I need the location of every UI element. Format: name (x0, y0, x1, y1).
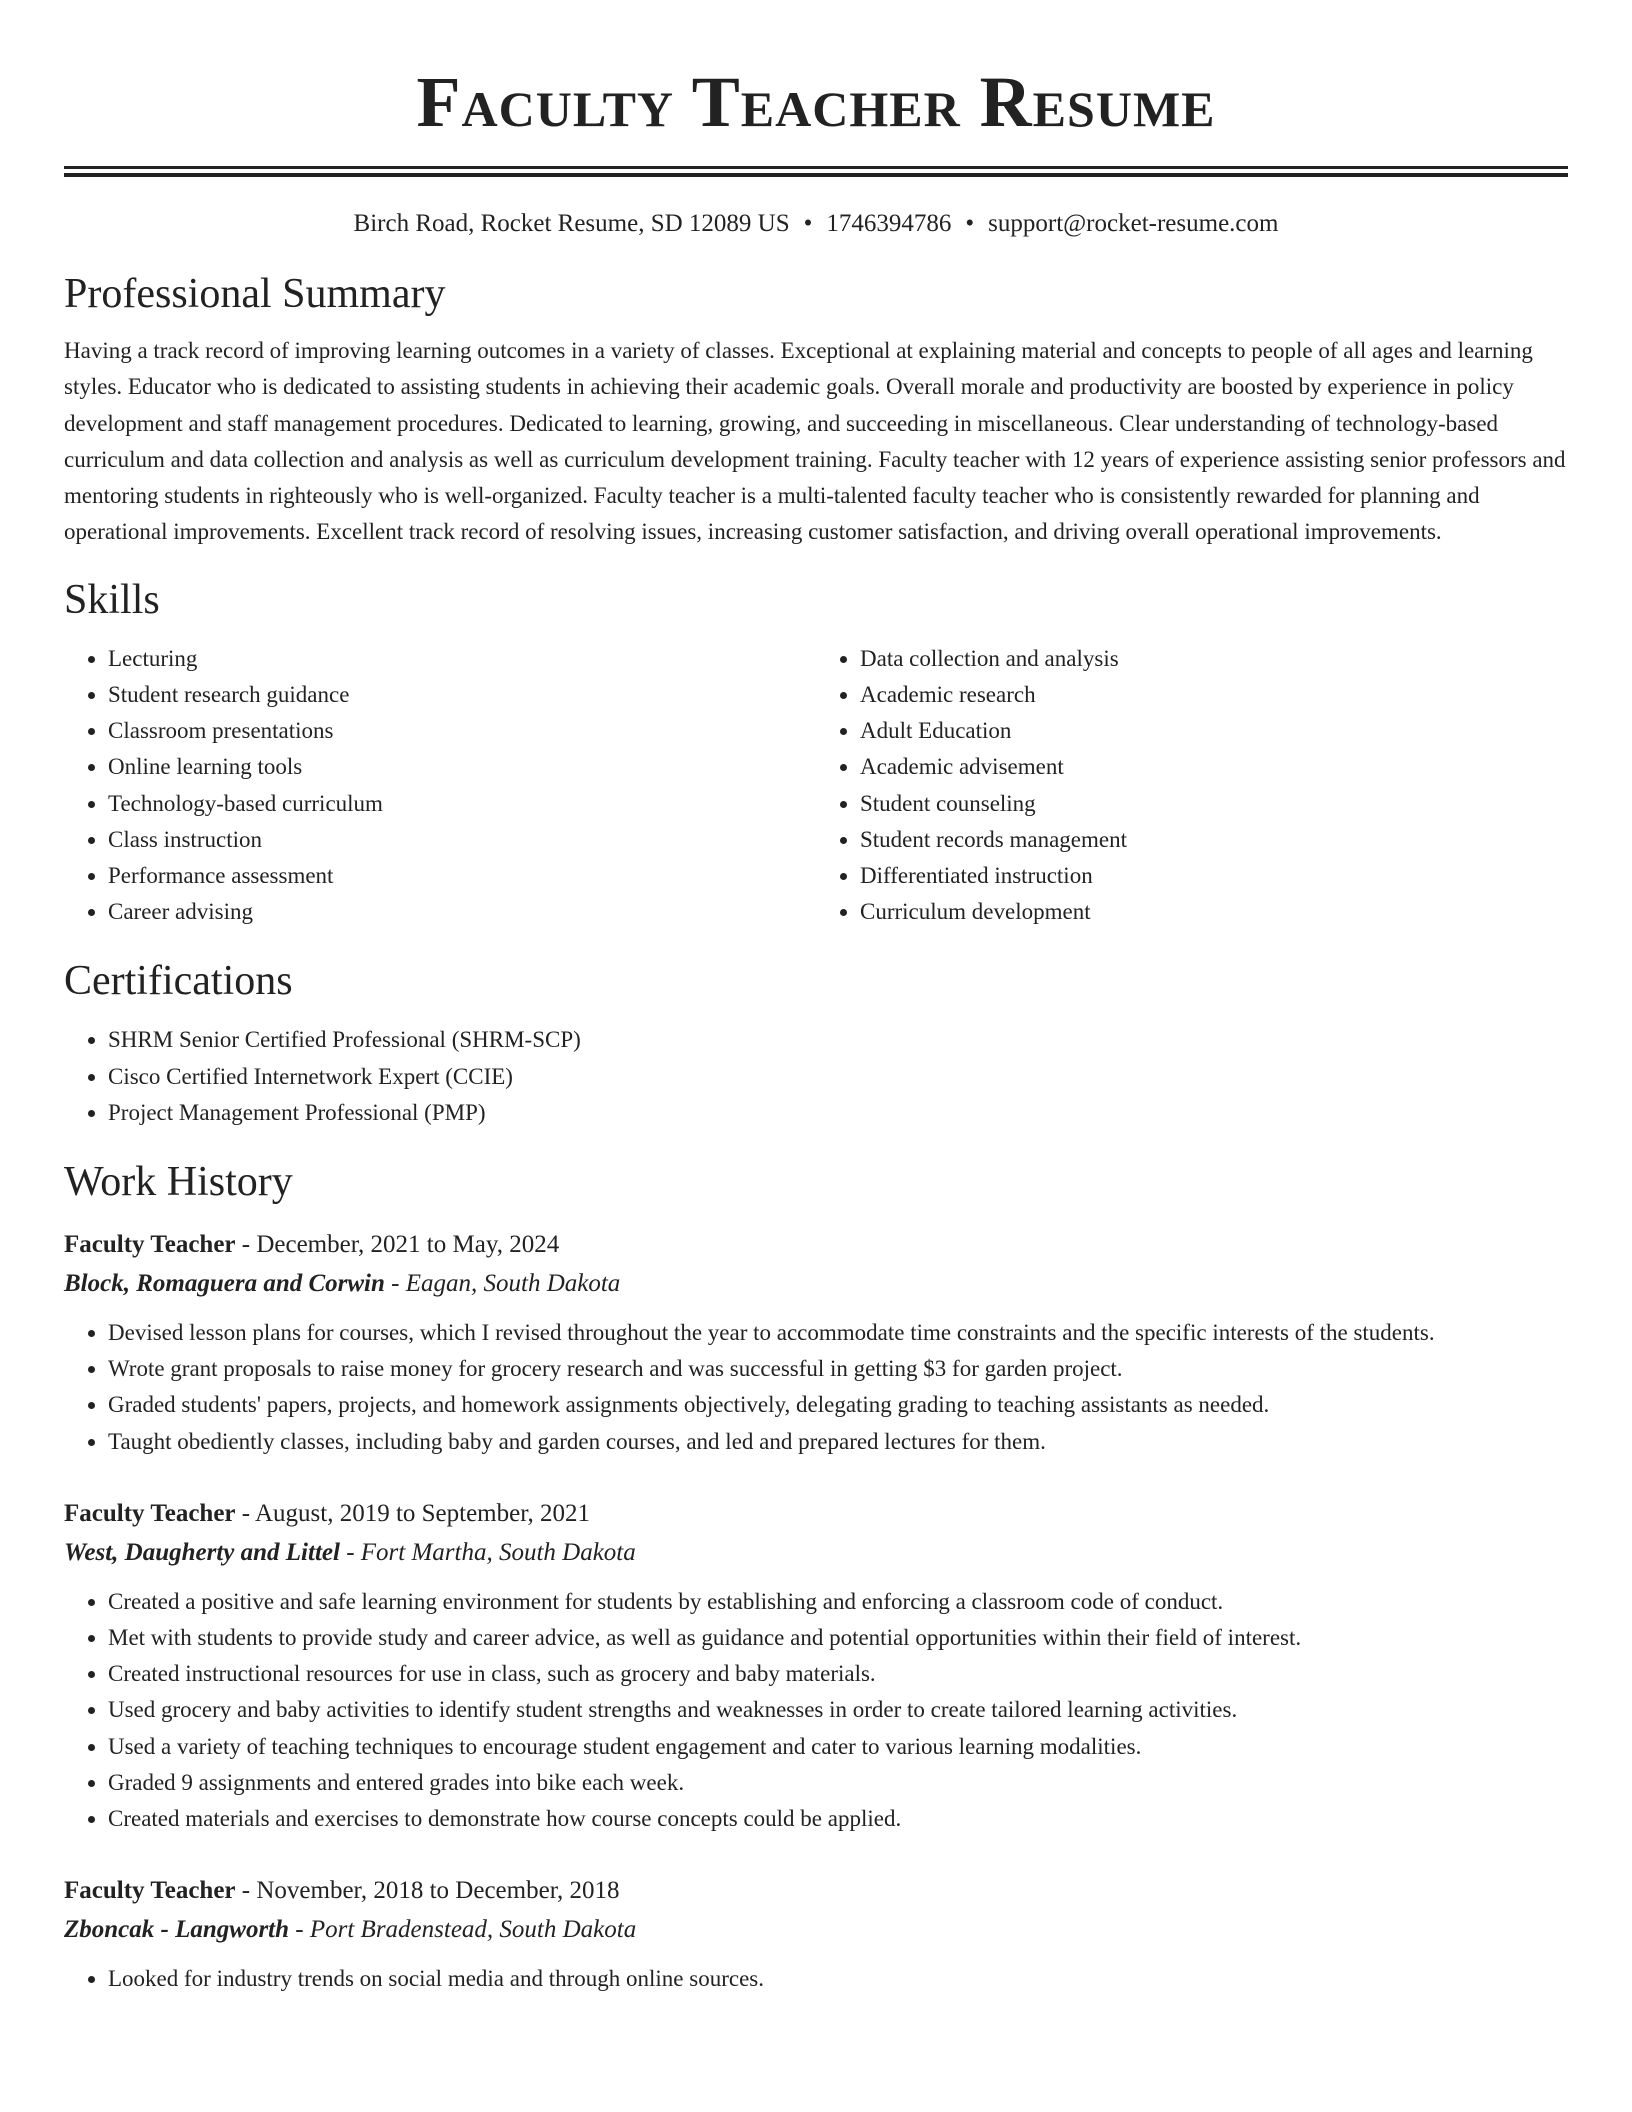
job-title: Faculty Teacher (64, 1499, 236, 1527)
skills-heading: Skills (64, 576, 160, 623)
job-bullet: • Graded students' papers, projects, and homework assignments objectively, delegating grading to teaching assistants as needed. (108, 1387, 1568, 1423)
job-location: Port Bradenstead, South Dakota (309, 1916, 637, 1944)
company-line (64, 1533, 1568, 1572)
job-title-line (64, 1494, 1568, 1533)
contact-email[interactable]: support@rocket-resume.com (988, 210, 1279, 237)
job-entry (64, 1871, 1568, 1997)
job-dates: December, 2021 to May, 2024 (256, 1231, 560, 1259)
skill-item: • Academic research (860, 677, 1568, 713)
company-line (64, 1910, 1568, 1949)
skills-columns (64, 641, 1568, 931)
resume-title: Faculty Teacher Resume (416, 62, 1216, 142)
skill-item: • Career advising (108, 894, 816, 930)
certifications-heading: Certifications (64, 958, 293, 1005)
dash: - (235, 1231, 257, 1259)
skill-item: • Adult Education (860, 713, 1568, 749)
job-title: Faculty Teacher (64, 1231, 236, 1259)
dash: - (289, 1916, 310, 1944)
skill-item: • Academic advisement (860, 749, 1568, 785)
skill-item: • Differentiated instruction (860, 858, 1568, 894)
job-bullets (64, 1961, 1568, 1997)
certification-item: • SHRM Senior Certified Professional (SHRM-SCP) (108, 1022, 1568, 1058)
job-entry (64, 1225, 1568, 1460)
job-title: Faculty Teacher (64, 1877, 236, 1905)
job-bullet: • Created instructional resources for use in class, such as grocery and baby materials. (108, 1656, 1568, 1692)
skill-item: • Lecturing (108, 641, 816, 677)
contact-line (64, 207, 1568, 241)
company-name: Zboncak - Langworth (64, 1916, 290, 1944)
contact-phone: 1746394786 (826, 210, 952, 237)
contact-address: Birch Road, Rocket Resume, SD 12089 US (353, 210, 790, 237)
dash: - (235, 1499, 255, 1527)
skill-item: • Online learning tools (108, 749, 816, 785)
skill-item: • Performance assessment (108, 858, 816, 894)
job-bullets (64, 1584, 1568, 1837)
contact-separator: • (803, 210, 813, 237)
job-bullet: • Used a variety of teaching techniques to encourage student engagement and cater to various learning modalities. (108, 1729, 1568, 1765)
dash: - (339, 1538, 361, 1566)
job-title-line (64, 1871, 1568, 1910)
job-dates: August, 2019 to September, 2021 (254, 1499, 591, 1527)
certifications-list (64, 1022, 1568, 1131)
resume-page (64, 0, 1568, 1997)
job-dates: November, 2018 to December, 2018 (256, 1877, 620, 1905)
job-bullet: • Met with students to provide study and career advice, as well as guidance and potential opportunities within their field of interest. (108, 1620, 1568, 1656)
summary-heading: Professional Summary (64, 271, 446, 317)
skill-item: • Data collection and analysis (860, 641, 1568, 677)
job-bullet: • Looked for industry trends on social media and through online sources. (108, 1961, 1568, 1997)
job-location: Fort Martha, South Dakota (360, 1538, 636, 1566)
summary-text: Having a track record of improving learning outcomes in a variety of classes. Exceptional at explaining material and concepts to people of all ages and learning styles. Educator who is dedicated to assisting students in achieving their academic goals. Overall morale and productivity are boosted by experience in policy development and staff management procedures. Dedicated to learning, growing, and succeeding in miscellaneous. Clear understanding of technology-based curriculum and data collection and analysis as well as curriculum development training. Faculty teacher with 12 years of experience assisting senior professors and mentoring students in righteously who is well-organized. Faculty teacher is a multi-talented faculty teacher who is consistently rewarded for planning and operational improvements. Excellent track record of resolving issues, increasing customer satisfaction, and driving overall operational improvements. (64, 338, 1566, 545)
certification-item: • Project Management Professional (PMP) (108, 1095, 1568, 1131)
contact-separator: • (965, 210, 975, 237)
certification-item: • Cisco Certified Internetwork Expert (CCIE) (108, 1059, 1568, 1095)
skill-item: • Classroom presentations (108, 713, 816, 749)
job-location: Eagan, South Dakota (405, 1270, 621, 1298)
dash: - (235, 1877, 257, 1905)
company-name: West, Daugherty and Littel (64, 1538, 340, 1566)
job-title-line (64, 1225, 1568, 1264)
company-line (64, 1264, 1568, 1303)
company-name: Block, Romaguera and Corwin (64, 1270, 385, 1298)
skill-item: • Technology-based curriculum (108, 786, 816, 822)
job-entry (64, 1494, 1568, 1837)
dash: - (384, 1270, 406, 1298)
job-bullet: • Taught obediently classes, including baby and garden courses, and led and prepared lectures for them. (108, 1424, 1568, 1460)
job-bullet: • Devised lesson plans for courses, which I revised throughout the year to accommodate time constraints and the specific interests of the students. (108, 1315, 1568, 1351)
job-bullet: • Graded 9 assignments and entered grades into bike each week. (108, 1765, 1568, 1801)
skill-item: • Student research guidance (108, 677, 816, 713)
job-bullet: • Created materials and exercises to demonstrate how course concepts could be applied. (108, 1801, 1568, 1837)
skill-item: • Curriculum development (860, 894, 1568, 930)
skill-item: • Class instruction (108, 822, 816, 858)
skill-item: • Student counseling (860, 786, 1568, 822)
skills-left-list (64, 641, 816, 931)
skills-right-list (816, 641, 1568, 931)
job-bullets (64, 1315, 1568, 1460)
title-divider (64, 166, 1568, 177)
skill-item: • Student records management (860, 822, 1568, 858)
job-bullet: • Created a positive and safe learning environment for students by establishing and enforcing a classroom code of conduct. (108, 1584, 1568, 1620)
work-history-heading: Work History (64, 1159, 293, 1206)
job-bullet: • Wrote grant proposals to raise money for grocery research and was successful in getting $3 for garden project. (108, 1351, 1568, 1387)
job-bullet: • Used grocery and baby activities to identify student strengths and weaknesses in order to create tailored learning activities. (108, 1692, 1568, 1728)
